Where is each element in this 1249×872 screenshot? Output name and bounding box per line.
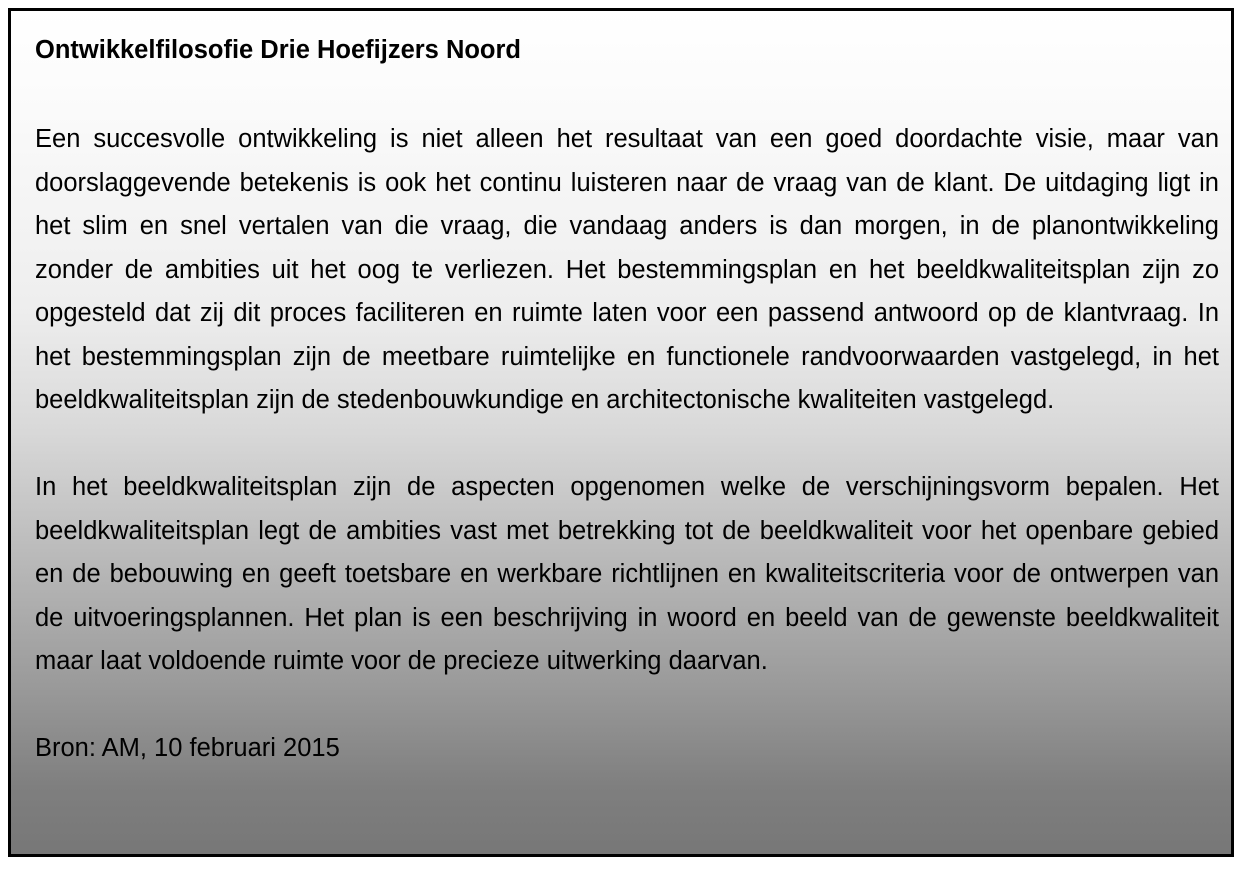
text-box-content bbox=[35, 33, 1219, 771]
source-citation: Bron: AM, 10 februari 2015 bbox=[35, 734, 340, 762]
document-title: Ontwikkelfilosofie Drie Hoefijzers Noord bbox=[35, 36, 522, 64]
text-box bbox=[8, 8, 1234, 857]
paragraph-development-philosophy: Een succesvolle ontwikkeling is niet alleen het resultaat van een goed doordachte visie, maar van doorslaggevende betekenis is ook het continu luisteren naar de vraag van de klant. De uitdaging ligt in het slim en snel vertalen van die vraag, die vandaag anders is dan morgen, in de planontwikkeling zonder de ambities uit het oog te verliezen. Het bestemmingsplan en het beeldkwaliteitsplan zijn zo opgesteld dat zij dit proces faciliteren en ruimte laten voor een passend antwoord op de klantvraag. In het bestemmingsplan zijn de meetbare ruimtelijke en functionele randvoorwaarden vastgelegd, in het beeldkwaliteitsplan zijn de stedenbouwkundige en architectonische kwaliteiten vastgelegd. bbox=[35, 125, 1219, 414]
paragraph-image-quality-plan: In het beeldkwaliteitsplan zijn de aspecten opgenomen welke de verschijningsvorm bepalen. Het beeldkwaliteitsplan legt de ambities vast met betrekking tot de beeldkwaliteit voor het openbare gebied en de bebouwing en geeft toetsbare en werkbare richtlijnen en kwaliteitscriteria voor de ontwerpen van de uitvoeringsplannen. Het plan is een beschrijving in woord en beeld van de gewenste beeldkwaliteit maar laat voldoende ruimte voor de precieze uitwerking daarvan. bbox=[35, 473, 1219, 675]
